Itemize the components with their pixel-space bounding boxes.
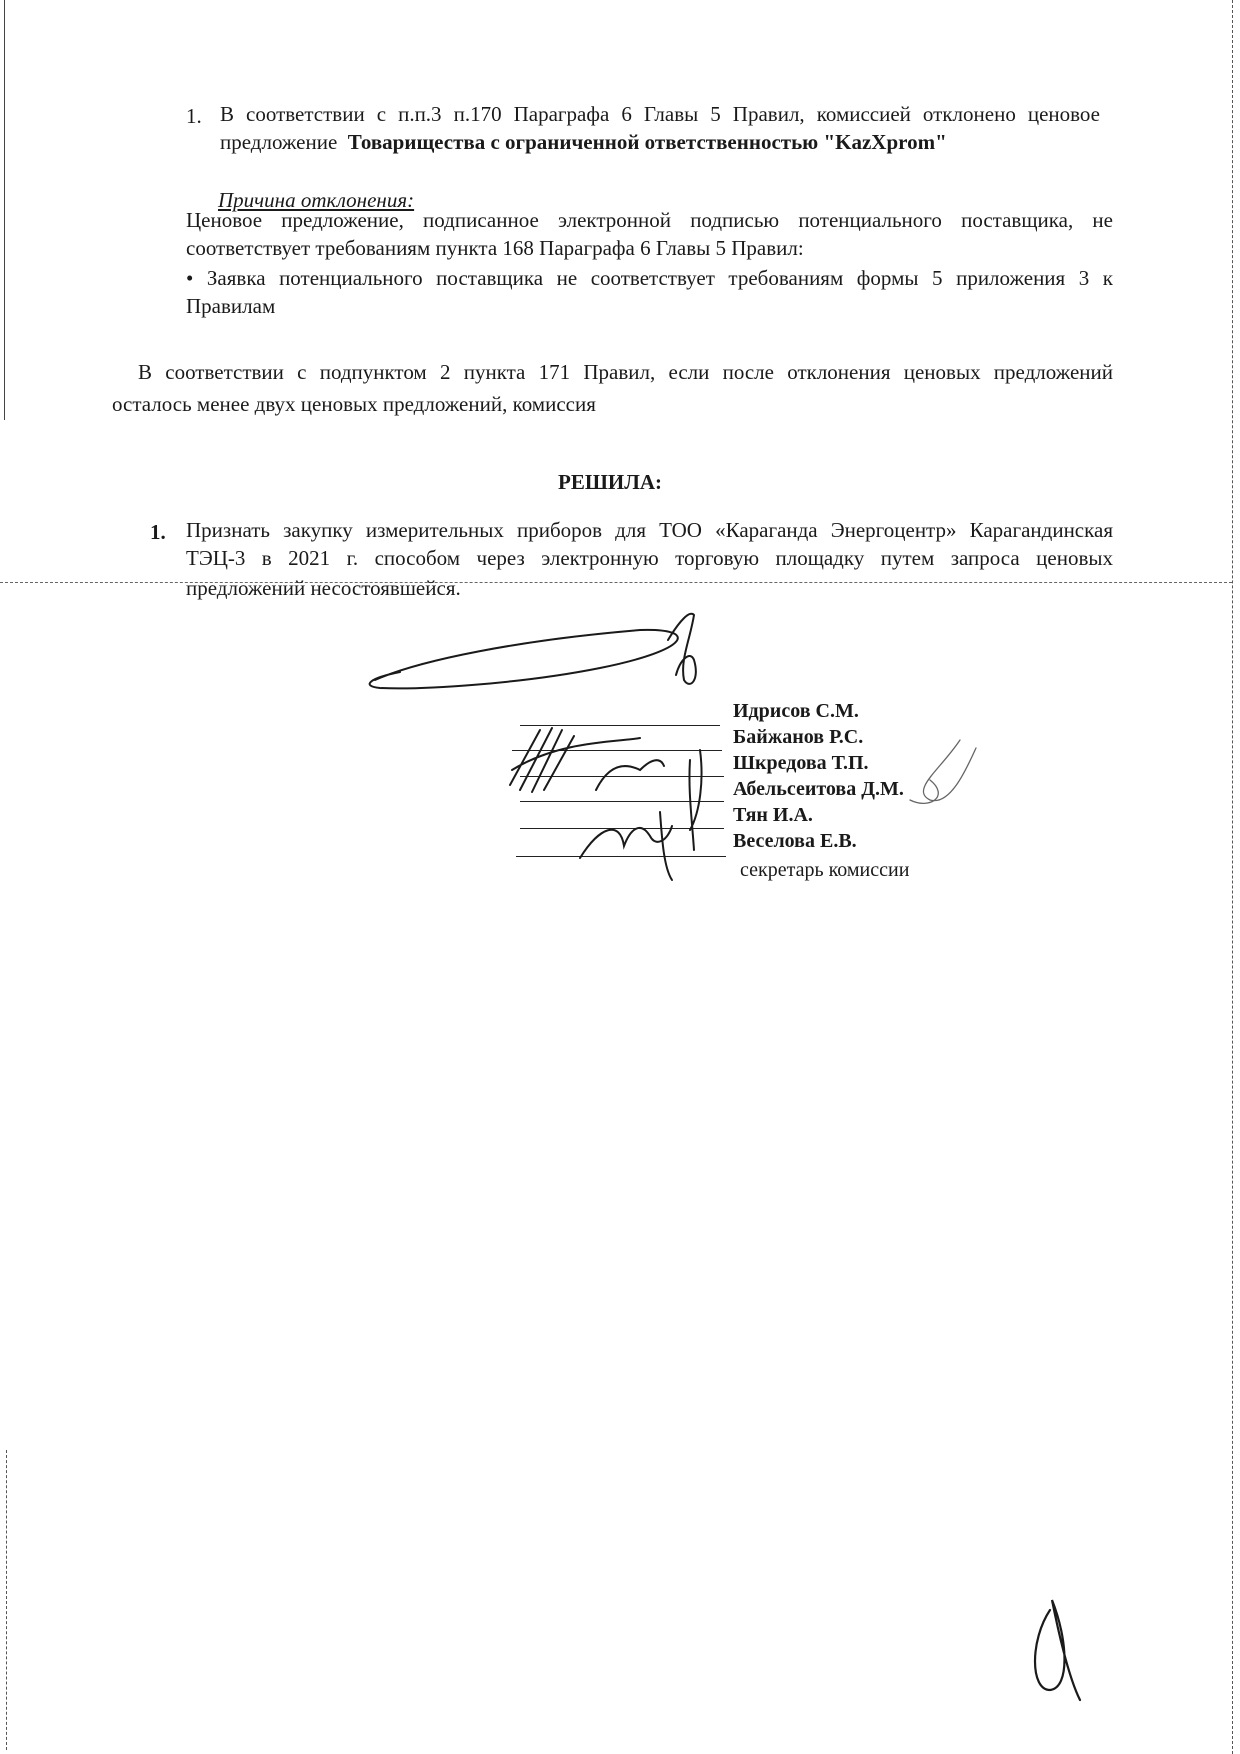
secretary-role: секретарь комиссии — [740, 859, 910, 881]
signature-mark — [668, 614, 696, 684]
item-number: 1. — [186, 104, 202, 128]
supplier-name: Товарищества с ограниченной ответственностью "KazXprom" — [347, 130, 947, 154]
page-number-mark — [1035, 1600, 1080, 1700]
signature-mark — [580, 826, 672, 858]
signatory-name: Байжанов Р.С. — [733, 726, 864, 748]
signature-mark — [596, 760, 664, 790]
reason-line2: соответствует требованиям пункта 168 Параграфа 6 Главы 5 Правил: — [186, 236, 804, 260]
paragraph-line2: осталось менее двух ценовых предложений, комиссия — [112, 392, 596, 416]
item1-line1: В соответствии с п.п.3 п.170 Параграфа 6 Главы 5 Правил, комиссией отклонено ценовое — [220, 102, 1100, 126]
paragraph-line1: В соответствии с подпунктом 2 пункта 171 Правил, если после отклонения ценовых предложений — [138, 360, 1113, 384]
reason-line4: Правилам — [186, 294, 276, 318]
decision-line2: ТЭЦ-3 в 2021 г. способом через электронную торговую площадку путем запроса ценовых — [186, 546, 1113, 570]
signature-mark — [660, 812, 672, 880]
decision-number: 1. — [150, 520, 166, 544]
reason-line3: • Заявка потенциального поставщика не соответствует требованиям формы 5 приложения 3 к — [186, 266, 1113, 290]
item1-prefix: предложение — [220, 130, 338, 154]
signature-mark — [910, 740, 976, 803]
signatory-name: Абельсеитова Д.М. — [733, 778, 904, 800]
decision-line1: Признать закупку измерительных приборов для ТОО «Караганда Энергоцентр» Карагандинская — [186, 518, 1113, 542]
signatory-name: Шкредова Т.П. — [733, 752, 869, 774]
signature-mark — [370, 630, 678, 688]
reason-line1: Ценовое предложение, подписанное электронной подписью потенциального поставщика, не — [186, 208, 1113, 232]
decision-line3: предложений несостоявшейся. — [186, 576, 461, 600]
signatory-name: Веселова Е.В. — [733, 830, 857, 852]
signatory-name: Идрисов С.М. — [733, 700, 859, 722]
decision-heading: РЕШИЛА: — [558, 470, 663, 494]
signature-mark — [510, 728, 640, 792]
signature-mark — [689, 750, 701, 850]
signatory-name: Тян И.А. — [733, 804, 813, 826]
reason-heading: Причина отклонения: — [218, 188, 415, 212]
